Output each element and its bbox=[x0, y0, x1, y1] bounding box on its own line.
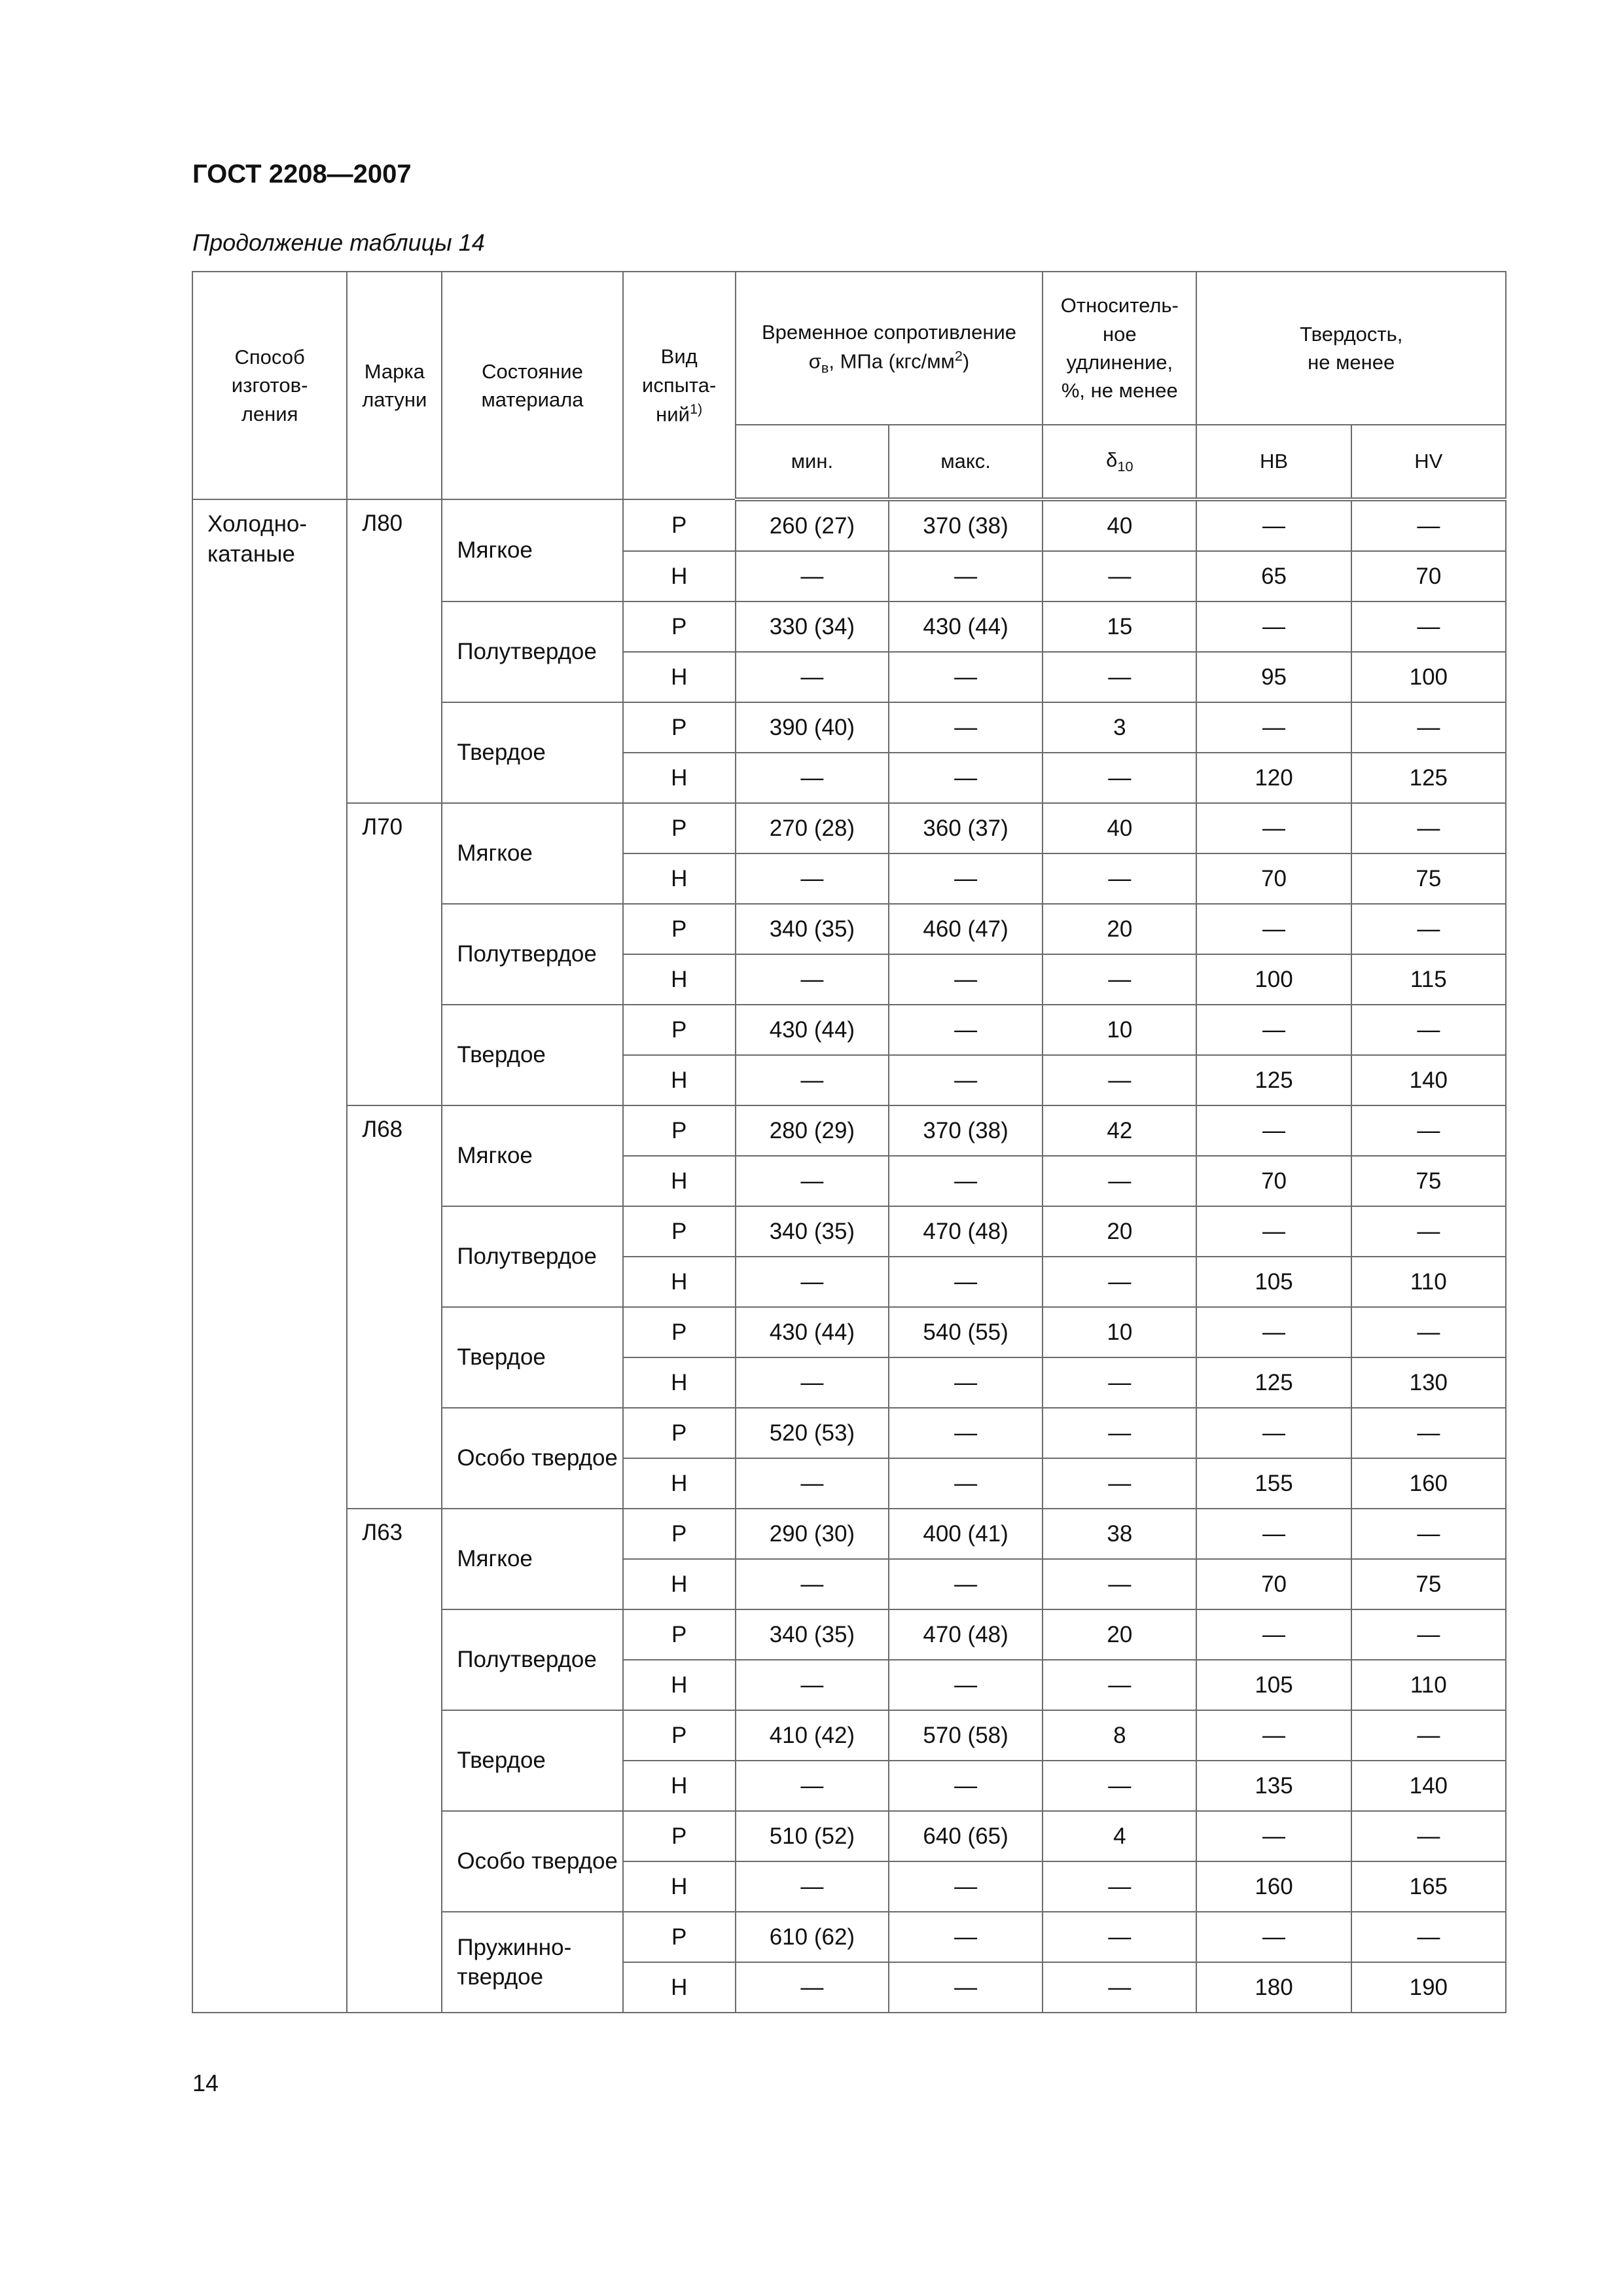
hardness-hb-cell: 95 bbox=[1196, 652, 1351, 702]
header-method: Способ изготов- ления bbox=[192, 272, 347, 499]
elongation-cell: — bbox=[1043, 1660, 1196, 1710]
elongation-cell: 40 bbox=[1043, 499, 1196, 551]
strength-min-cell: — bbox=[736, 1458, 889, 1509]
test-type-cell: Р bbox=[623, 1912, 736, 1962]
hardness-hv-cell: 110 bbox=[1351, 1257, 1506, 1307]
hardness-hb-cell: — bbox=[1196, 803, 1351, 853]
test-type-cell: Р bbox=[623, 1710, 736, 1761]
material-state-cell: Мягкое bbox=[442, 1509, 622, 1609]
strength-min-cell: — bbox=[736, 1962, 889, 2013]
strength-max-cell: — bbox=[889, 1962, 1043, 2013]
hardness-hb-cell: — bbox=[1196, 1206, 1351, 1257]
strength-min-cell: — bbox=[736, 753, 889, 803]
elongation-cell: 20 bbox=[1043, 904, 1196, 954]
strength-max-cell: — bbox=[889, 1912, 1043, 1962]
strength-max-cell: 470 (48) bbox=[889, 1206, 1043, 1257]
strength-max-cell: — bbox=[889, 1055, 1043, 1105]
strength-min-cell: 340 (35) bbox=[736, 904, 889, 954]
hardness-hv-cell: 140 bbox=[1351, 1055, 1506, 1105]
elongation-cell: — bbox=[1043, 753, 1196, 803]
strength-max-cell: — bbox=[889, 1458, 1043, 1509]
hardness-hv-cell: 75 bbox=[1351, 1559, 1506, 1609]
material-state-cell: Мягкое bbox=[442, 1105, 622, 1206]
strength-min-cell: 340 (35) bbox=[736, 1609, 889, 1660]
hardness-hb-cell: 65 bbox=[1196, 551, 1351, 601]
test-type-cell: Р bbox=[623, 1609, 736, 1660]
elongation-cell: — bbox=[1043, 652, 1196, 702]
hardness-hb-cell: — bbox=[1196, 702, 1351, 753]
elongation-cell: 20 bbox=[1043, 1206, 1196, 1257]
hardness-hv-cell: — bbox=[1351, 1307, 1506, 1357]
strength-max-cell: — bbox=[889, 954, 1043, 1005]
hardness-hb-cell: 70 bbox=[1196, 853, 1351, 904]
strength-min-cell: — bbox=[736, 1156, 889, 1206]
hardness-hb-cell: — bbox=[1196, 904, 1351, 954]
test-type-cell: Н bbox=[623, 1559, 736, 1609]
hardness-hb-cell: 105 bbox=[1196, 1257, 1351, 1307]
hardness-hv-cell: — bbox=[1351, 1710, 1506, 1761]
strength-min-cell: — bbox=[736, 1257, 889, 1307]
header-max: макс. bbox=[889, 425, 1043, 499]
test-type-cell: Н bbox=[623, 1861, 736, 1912]
strength-max-cell: — bbox=[889, 551, 1043, 601]
header-state: Состояние материала bbox=[442, 272, 622, 499]
strength-max-cell: 540 (55) bbox=[889, 1307, 1043, 1357]
hardness-hv-cell: 125 bbox=[1351, 753, 1506, 803]
material-state-cell: Полутвердое bbox=[442, 904, 622, 1005]
test-type-cell: Р bbox=[623, 1307, 736, 1357]
material-state-cell: Твердое bbox=[442, 1005, 622, 1105]
hardness-hb-cell: 125 bbox=[1196, 1055, 1351, 1105]
hardness-hv-cell: 140 bbox=[1351, 1761, 1506, 1811]
strength-min-cell: — bbox=[736, 1357, 889, 1408]
hardness-hb-cell: — bbox=[1196, 1408, 1351, 1458]
hardness-hv-cell: 190 bbox=[1351, 1962, 1506, 2013]
hardness-hv-cell: 100 bbox=[1351, 652, 1506, 702]
manufacturing-method-cell: Холодно-катаные bbox=[192, 499, 347, 2013]
test-type-cell: Р bbox=[623, 904, 736, 954]
test-type-cell: Р bbox=[623, 1206, 736, 1257]
test-type-cell: Н bbox=[623, 853, 736, 904]
test-type-cell: Н bbox=[623, 1761, 736, 1811]
strength-max-cell: — bbox=[889, 652, 1043, 702]
test-type-cell: Н bbox=[623, 1055, 736, 1105]
elongation-cell: 20 bbox=[1043, 1609, 1196, 1660]
strength-min-cell: — bbox=[736, 551, 889, 601]
page-number: 14 bbox=[192, 2070, 219, 2096]
test-type-cell: Р bbox=[623, 499, 736, 551]
strength-max-cell: — bbox=[889, 1357, 1043, 1408]
hardness-hv-cell: — bbox=[1351, 702, 1506, 753]
hardness-hb-cell: — bbox=[1196, 1307, 1351, 1357]
hardness-hv-cell: — bbox=[1351, 1509, 1506, 1559]
test-type-cell: Н bbox=[623, 551, 736, 601]
elongation-cell: 38 bbox=[1043, 1509, 1196, 1559]
hardness-hv-cell: — bbox=[1351, 1609, 1506, 1660]
strength-max-cell: — bbox=[889, 1559, 1043, 1609]
strength-min-cell: 410 (42) bbox=[736, 1710, 889, 1761]
table-body bbox=[192, 499, 1506, 2013]
elongation-cell: — bbox=[1043, 1962, 1196, 2013]
table-caption: Продолжение таблицы 14 bbox=[192, 229, 485, 256]
strength-max-cell: — bbox=[889, 1156, 1043, 1206]
hardness-hv-cell: — bbox=[1351, 499, 1506, 551]
strength-min-cell: 610 (62) bbox=[736, 1912, 889, 1962]
elongation-cell: — bbox=[1043, 954, 1196, 1005]
hardness-hv-cell: 130 bbox=[1351, 1357, 1506, 1408]
elongation-cell: — bbox=[1043, 853, 1196, 904]
table-row bbox=[192, 499, 1506, 551]
test-type-cell: Н bbox=[623, 1156, 736, 1206]
test-type-cell: Н bbox=[623, 1257, 736, 1307]
hardness-hv-cell: 110 bbox=[1351, 1660, 1506, 1710]
hardness-hb-cell: 135 bbox=[1196, 1761, 1351, 1811]
hardness-hb-cell: 100 bbox=[1196, 954, 1351, 1005]
hardness-hv-cell: 165 bbox=[1351, 1861, 1506, 1912]
strength-min-cell: 430 (44) bbox=[736, 1307, 889, 1357]
hardness-hb-cell: — bbox=[1196, 1509, 1351, 1559]
header-hardness: Твердость, не менее bbox=[1196, 272, 1506, 425]
hardness-hv-cell: 75 bbox=[1351, 853, 1506, 904]
test-type-cell: Н bbox=[623, 1357, 736, 1408]
strength-min-cell: — bbox=[736, 954, 889, 1005]
test-type-cell: Н bbox=[623, 1660, 736, 1710]
brass-grade-cell: Л68 bbox=[347, 1105, 442, 1509]
header-min: мин. bbox=[736, 425, 889, 499]
elongation-cell: 3 bbox=[1043, 702, 1196, 753]
material-state-cell: Твердое bbox=[442, 702, 622, 803]
hardness-hb-cell: 105 bbox=[1196, 1660, 1351, 1710]
test-type-cell: Н bbox=[623, 652, 736, 702]
strength-max-cell: — bbox=[889, 1660, 1043, 1710]
strength-max-cell: 460 (47) bbox=[889, 904, 1043, 954]
elongation-cell: 10 bbox=[1043, 1307, 1196, 1357]
hardness-hb-cell: — bbox=[1196, 499, 1351, 551]
properties-table bbox=[192, 271, 1507, 2013]
test-type-cell: Р bbox=[623, 803, 736, 853]
elongation-cell: — bbox=[1043, 551, 1196, 601]
strength-min-cell: — bbox=[736, 1660, 889, 1710]
strength-max-cell: 570 (58) bbox=[889, 1710, 1043, 1761]
elongation-cell: — bbox=[1043, 1559, 1196, 1609]
strength-max-cell: — bbox=[889, 853, 1043, 904]
strength-max-cell: — bbox=[889, 753, 1043, 803]
elongation-cell: 15 bbox=[1043, 601, 1196, 652]
material-state-cell: Особо твердое bbox=[442, 1408, 622, 1509]
material-state-cell: Мягкое bbox=[442, 803, 622, 904]
hardness-hv-cell: — bbox=[1351, 1912, 1506, 1962]
strength-max-cell: 640 (65) bbox=[889, 1811, 1043, 1861]
strength-min-cell: 340 (35) bbox=[736, 1206, 889, 1257]
strength-max-cell: 370 (38) bbox=[889, 1105, 1043, 1156]
material-state-cell: Твердое bbox=[442, 1307, 622, 1408]
elongation-cell: — bbox=[1043, 1357, 1196, 1408]
hardness-hv-cell: — bbox=[1351, 803, 1506, 853]
strength-min-cell: — bbox=[736, 652, 889, 702]
document-title: ГОСТ 2208—2007 bbox=[192, 160, 412, 188]
hardness-hb-cell: 160 bbox=[1196, 1861, 1351, 1912]
header-tensile-strength: Временное сопротивление $\sigma_в$, МПа $(кгс/мм^2)$ bbox=[736, 272, 1043, 425]
brass-grade-cell: Л80 bbox=[347, 499, 442, 803]
material-state-cell: Полутвердое bbox=[442, 1609, 622, 1710]
hardness-hv-cell: — bbox=[1351, 1206, 1506, 1257]
strength-min-cell: 290 (30) bbox=[736, 1509, 889, 1559]
strength-min-cell: — bbox=[736, 1055, 889, 1105]
elongation-cell: 40 bbox=[1043, 803, 1196, 853]
header-elongation: Относитель- ное удлинение, %, не менее bbox=[1043, 272, 1196, 425]
strength-min-cell: 280 (29) bbox=[736, 1105, 889, 1156]
strength-max-cell: — bbox=[889, 702, 1043, 753]
strength-min-cell: 430 (44) bbox=[736, 1005, 889, 1055]
strength-min-cell: — bbox=[736, 853, 889, 904]
test-type-cell: Р bbox=[623, 1005, 736, 1055]
brass-grade-cell: Л63 bbox=[347, 1509, 442, 2013]
strength-min-cell: — bbox=[736, 1761, 889, 1811]
brass-grade-cell: Л70 bbox=[347, 803, 442, 1105]
test-type-cell: Р bbox=[623, 1509, 736, 1559]
header-delta10: $\delta_{10}$ bbox=[1043, 425, 1196, 499]
hardness-hv-cell: 70 bbox=[1351, 551, 1506, 601]
hardness-hv-cell: 75 bbox=[1351, 1156, 1506, 1206]
hardness-hb-cell: 125 bbox=[1196, 1357, 1351, 1408]
hardness-hb-cell: 180 bbox=[1196, 1962, 1351, 2013]
strength-max-cell: 470 (48) bbox=[889, 1609, 1043, 1660]
table-row bbox=[192, 1509, 1506, 1559]
header-test-type: Вид испыта- ний$^{1)}$ bbox=[623, 272, 736, 499]
test-type-cell: Р bbox=[623, 1105, 736, 1156]
hardness-hb-cell: 120 bbox=[1196, 753, 1351, 803]
elongation-cell: — bbox=[1043, 1408, 1196, 1458]
strength-max-cell: — bbox=[889, 1408, 1043, 1458]
strength-min-cell: 390 (40) bbox=[736, 702, 889, 753]
material-state-cell: Полутвердое bbox=[442, 601, 622, 702]
strength-max-cell: 400 (41) bbox=[889, 1509, 1043, 1559]
hardness-hv-cell: 115 bbox=[1351, 954, 1506, 1005]
strength-min-cell: 270 (28) bbox=[736, 803, 889, 853]
elongation-cell: 4 bbox=[1043, 1811, 1196, 1861]
elongation-cell: 42 bbox=[1043, 1105, 1196, 1156]
elongation-cell: 10 bbox=[1043, 1005, 1196, 1055]
elongation-cell: — bbox=[1043, 1861, 1196, 1912]
strength-max-cell: 430 (44) bbox=[889, 601, 1043, 652]
hardness-hv-cell: — bbox=[1351, 1408, 1506, 1458]
hardness-hb-cell: — bbox=[1196, 1811, 1351, 1861]
elongation-cell: 8 bbox=[1043, 1710, 1196, 1761]
test-type-cell: Н bbox=[623, 1962, 736, 2013]
hardness-hb-cell: — bbox=[1196, 601, 1351, 652]
material-state-cell: Полутвердое bbox=[442, 1206, 622, 1307]
elongation-cell: — bbox=[1043, 1761, 1196, 1811]
strength-min-cell: 520 (53) bbox=[736, 1408, 889, 1458]
hardness-hb-cell: — bbox=[1196, 1912, 1351, 1962]
test-type-cell: Н bbox=[623, 1458, 736, 1509]
test-type-cell: Н bbox=[623, 954, 736, 1005]
hardness-hb-cell: 70 bbox=[1196, 1156, 1351, 1206]
table-row bbox=[192, 1105, 1506, 1156]
strength-min-cell: 330 (34) bbox=[736, 601, 889, 652]
strength-max-cell: — bbox=[889, 1257, 1043, 1307]
test-type-cell: Р bbox=[623, 702, 736, 753]
strength-min-cell: — bbox=[736, 1559, 889, 1609]
hardness-hv-cell: — bbox=[1351, 1811, 1506, 1861]
hardness-hb-cell: — bbox=[1196, 1005, 1351, 1055]
strength-min-cell: 510 (52) bbox=[736, 1811, 889, 1861]
hardness-hv-cell: — bbox=[1351, 601, 1506, 652]
hardness-hv-cell: 160 bbox=[1351, 1458, 1506, 1509]
strength-max-cell: — bbox=[889, 1861, 1043, 1912]
header-hv: HV bbox=[1351, 425, 1506, 499]
hardness-hv-cell: — bbox=[1351, 904, 1506, 954]
strength-max-cell: — bbox=[889, 1005, 1043, 1055]
hardness-hb-cell: 155 bbox=[1196, 1458, 1351, 1509]
hardness-hb-cell: — bbox=[1196, 1609, 1351, 1660]
header-hb: HB bbox=[1196, 425, 1351, 499]
header-grade: Марка латуни bbox=[347, 272, 442, 499]
strength-min-cell: — bbox=[736, 1861, 889, 1912]
strength-min-cell: 260 (27) bbox=[736, 499, 889, 551]
elongation-cell: — bbox=[1043, 1458, 1196, 1509]
test-type-cell: Н bbox=[623, 753, 736, 803]
strength-max-cell: 370 (38) bbox=[889, 499, 1043, 551]
material-state-cell: Особо твердое bbox=[442, 1811, 622, 1912]
hardness-hv-cell: — bbox=[1351, 1105, 1506, 1156]
hardness-hb-cell: 70 bbox=[1196, 1559, 1351, 1609]
hardness-hb-cell: — bbox=[1196, 1710, 1351, 1761]
elongation-cell: — bbox=[1043, 1257, 1196, 1307]
test-type-cell: Р bbox=[623, 1811, 736, 1861]
elongation-cell: — bbox=[1043, 1156, 1196, 1206]
material-state-cell: Твердое bbox=[442, 1710, 622, 1811]
test-type-cell: Р bbox=[623, 1408, 736, 1458]
strength-max-cell: — bbox=[889, 1761, 1043, 1811]
strength-max-cell: 360 (37) bbox=[889, 803, 1043, 853]
material-state-cell: Мягкое bbox=[442, 499, 622, 601]
material-state-cell: Пружинно-твердое bbox=[442, 1912, 622, 2013]
test-type-cell: Р bbox=[623, 601, 736, 652]
hardness-hv-cell: — bbox=[1351, 1005, 1506, 1055]
hardness-hb-cell: — bbox=[1196, 1105, 1351, 1156]
elongation-cell: — bbox=[1043, 1055, 1196, 1105]
elongation-cell: — bbox=[1043, 1912, 1196, 1962]
table-row bbox=[192, 803, 1506, 853]
